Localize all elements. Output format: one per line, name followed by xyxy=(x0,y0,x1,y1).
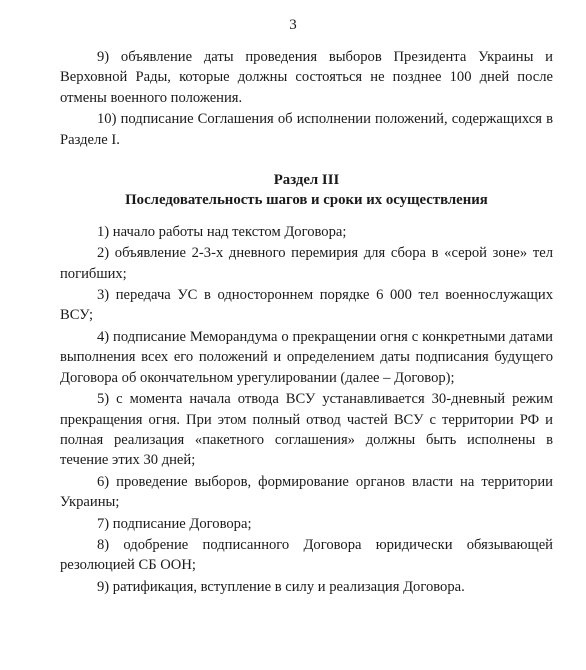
section-title: Раздел III xyxy=(273,172,340,189)
section-subtitle: Последовательность шагов и сроки их осуществления xyxy=(125,192,488,209)
list-item: 5) с момента начала отвода ВСУ устанавливается 30-дневный режим прекращения огня. При этом полный отвод частей ВСУ с территории РФ и полная реализация «пакетного соглашения» должны быть исполнены в течение этих 30 дней; xyxy=(60,391,553,469)
list-item: 7) подписание Договора; xyxy=(97,515,252,532)
list-item: 1) начало работы над текстом Договора; xyxy=(97,223,347,240)
list-item: 2) объявление 2-3-х дневного перемирия для сбора в «серой зоне» тел погибших; xyxy=(60,245,553,282)
list-item: 9) ратификация, вступление в силу и реализация Договора. xyxy=(97,578,465,595)
list-item: 10) подписание Соглашения об исполнении положений, содержащихся в Разделе I. xyxy=(60,111,553,148)
list-item: 6) проведение выборов, формирование органов власти на территории Украины; xyxy=(60,473,553,511)
list-item: 3) передача УС в одностороннем порядке 6 000 тел военнослужащих ВСУ; xyxy=(60,287,553,324)
list-item: 9) объявление даты проведения выборов Президента Украины и Верховной Рады, которые должны состояться не позднее 100 дней после отмены военного положения. xyxy=(60,49,553,106)
document-body xyxy=(60,47,553,598)
list-item: 4) подписание Меморандума о прекращении огня с конкретными датами выполнения всех его положений и определением даты подписания будущего Договора об окончательном урегулировании (далее – Договор); xyxy=(60,328,553,386)
page-number: 3 xyxy=(289,17,297,33)
section-heading xyxy=(60,170,553,211)
list-item: 8) одобрение подписанного Договора юридически обязывающей резолюцией СБ ООН; xyxy=(60,536,553,574)
